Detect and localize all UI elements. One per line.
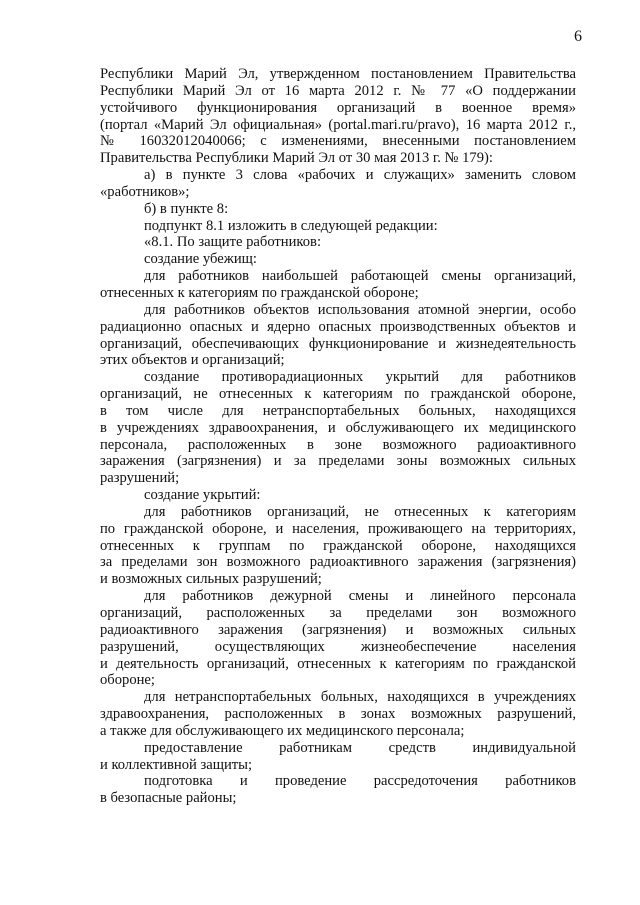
text-line: создание укрытий: (144, 487, 261, 504)
text-line: разрушений, осуществляющих жизнеобеспечение населения (100, 638, 576, 655)
paragraph (100, 167, 576, 201)
text-line: для нетранспортабельных больных, находящихся в учреждениях (144, 689, 576, 706)
paragraph (100, 689, 576, 740)
text-line: радиоактивного заражения (загрязнения) и возможных сильных (100, 621, 576, 638)
text-line: для работников наибольшей работающей смены организаций, (144, 268, 576, 285)
text-line: этих объектов и организаций; (100, 352, 285, 369)
paragraph (100, 487, 576, 504)
text-line: в том числе для нетранспортабельных больных, находящихся (100, 402, 576, 419)
paragraph (100, 773, 576, 807)
text-line: б) в пункте 8: (144, 200, 229, 217)
text-line: организаций, расположенных за пределами зон возможного (100, 605, 576, 621)
text-line: подпункт 8.1 изложить в следующей редакции: (144, 217, 438, 234)
text-line: персонала, расположенных в зоне возможного радиоактивного (100, 436, 576, 453)
text-line: организаций, не отнесенных к категориям по гражданской обороне, (100, 386, 576, 403)
text-line: организаций, обеспечивающих функционирование и жизнедеятельность (100, 335, 576, 352)
paragraph (100, 234, 576, 251)
text-line: для работников дежурной смены и линейного персонала (144, 588, 576, 605)
text-line: для работников объектов использования атомной энергии, особо (144, 301, 576, 318)
text-line: за пределами зон возможного радиоактивного заражения (загрязнения) (100, 554, 576, 571)
text-line: и коллективной защиты; (100, 756, 253, 773)
text-line: № 16032012040066; с изменениями, внесенными постановлением (100, 133, 576, 150)
text-line: обороне; (100, 672, 155, 689)
paragraph (100, 218, 576, 235)
paragraph (100, 504, 576, 588)
text-line: радиационно опасных и ядерно опасных производственных объектов и (100, 318, 576, 335)
text-line: Республики Марий Эл, утвержденном постановлением Правительства (100, 66, 576, 82)
text-line: здравоохранения, расположенных в зонах возможных разрушений, (100, 706, 576, 723)
text-line: а также для обслуживающего их медицинского персонала; (100, 722, 465, 739)
paragraph (100, 201, 576, 218)
paragraph (100, 66, 576, 167)
text-line: а) в пункте 3 слова «рабочих и служащих» заменить словом (144, 167, 576, 184)
text-line: отнесенных к группам по гражданской обороне, находящихся (100, 537, 576, 554)
text-line: создание противорадиационных укрытий для работников (144, 369, 576, 386)
text-line: разрушений; (100, 470, 180, 487)
document-body (100, 66, 576, 807)
text-line: «8.1. По защите работников: (144, 234, 322, 251)
paragraph (100, 302, 576, 369)
paragraph (100, 588, 576, 689)
text-line: Правительства Республики Марий Эл от 30 мая 2013 г. № 179): (100, 150, 493, 167)
text-line: устойчивого функционирования организаций в военное время» (100, 99, 576, 116)
text-line: Республики Марий Эл от 16 марта 2012 г. № 77 «О поддержании (100, 82, 576, 99)
paragraph (100, 369, 576, 487)
text-line: для работников организаций, не отнесенных к категориям (144, 503, 576, 520)
paragraph (100, 251, 576, 268)
text-line: создание убежищ: (144, 251, 257, 268)
text-line: (портал «Марий Эл официальная» (portal.mari.ru/pravo), 16 марта 2012 г., (100, 116, 576, 133)
text-line: отнесенных к категориям по гражданской обороне; (100, 284, 419, 301)
text-line: в безопасные районы; (100, 790, 237, 807)
text-line: в учреждениях здравоохранения, и обслуживающего их медицинского (100, 419, 576, 436)
text-line: по гражданской обороне, и населения, проживающего на территориях, (100, 520, 576, 537)
text-line: и деятельность организаций, отнесенных к категориям по гражданской (100, 655, 576, 672)
text-line: и возможных сильных разрушений; (100, 571, 322, 588)
text-line: «работников»; (100, 183, 190, 200)
page-number: 6 (574, 28, 582, 45)
paragraph (100, 740, 576, 774)
text-line: предоставление работникам средств индивидуальной (144, 739, 576, 756)
text-line: заражения (загрязнения) и за пределами зоны возможных сильных (100, 453, 576, 470)
text-line: подготовка и проведение рассредоточения работников (144, 773, 576, 790)
paragraph (100, 268, 576, 302)
